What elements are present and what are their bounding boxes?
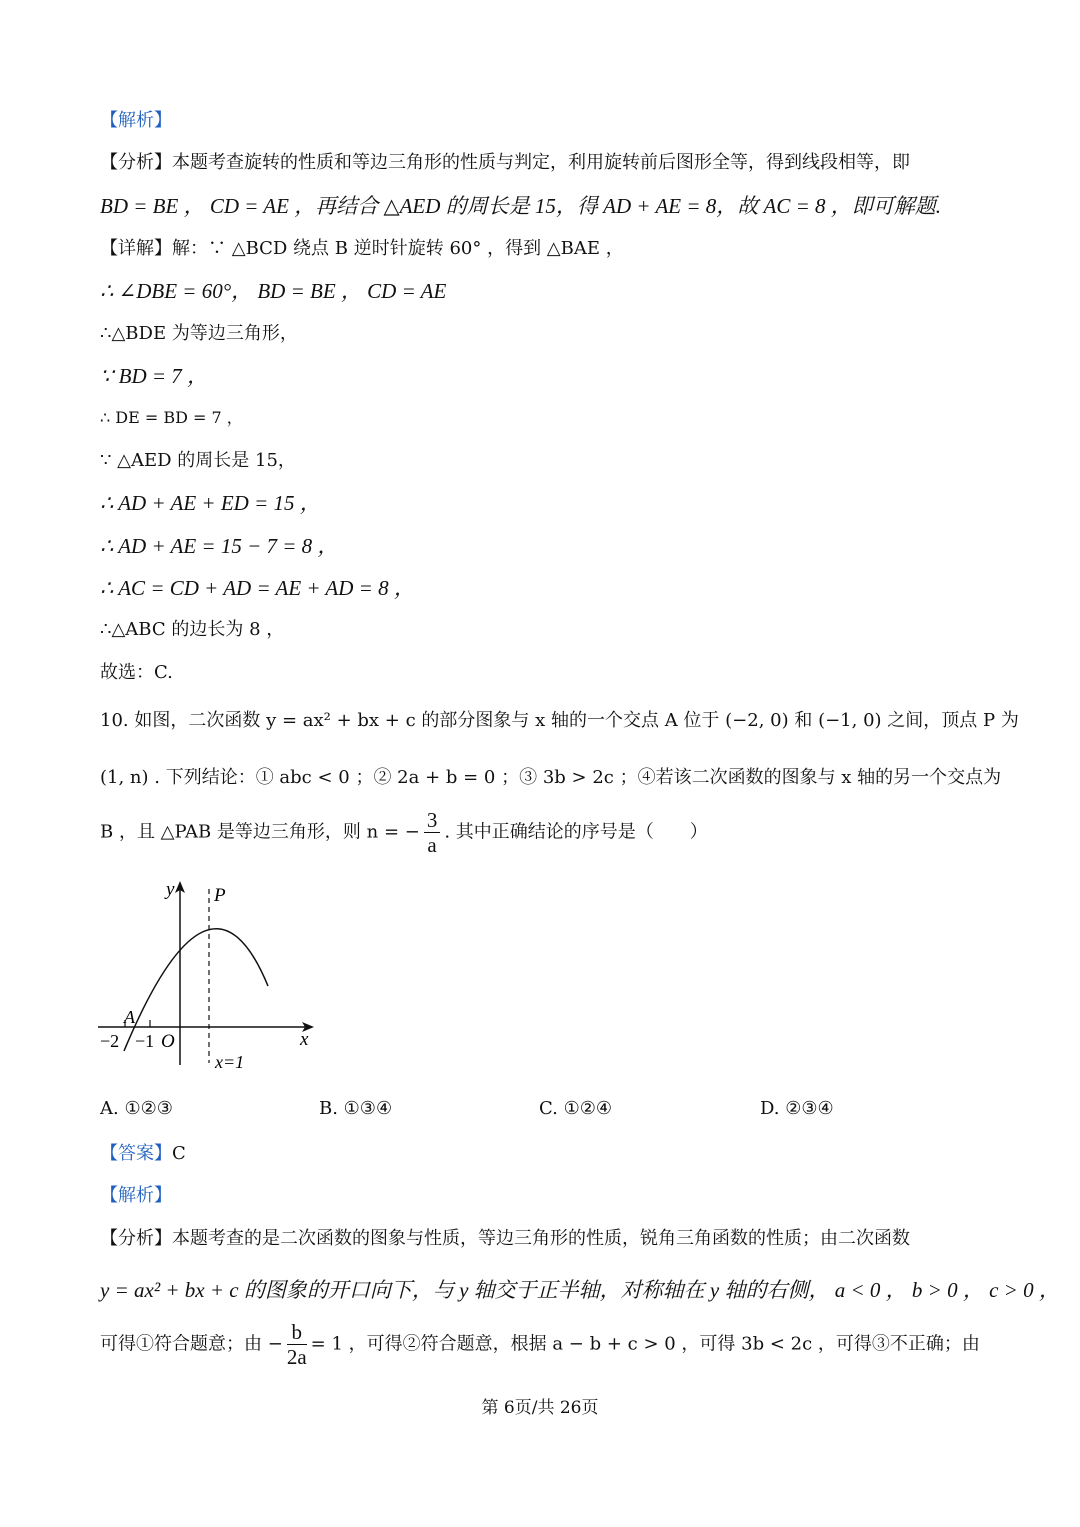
detail-line-6: ∵ △AED 的周长是 15， [100,450,296,471]
origin-label: O [161,1031,175,1052]
detail-line-8: ∴ AD + AE = 15 − 7 = 8 ， [100,534,339,558]
answer-analysis-line-1: 【分析】本题考查的是二次函数的图象与性质，等边三角形的性质，锐角三角函数的性质；由二次函数 [100,1228,910,1249]
fraction-b-over-2a: $\frac{b}{2a}$ [286,1320,307,1369]
detail-line-10: ∴△ABC 的边长为 8 ， [100,619,285,640]
y-axis-label: y [166,879,175,900]
option-b[interactable]: B. ①③④ [319,1098,393,1119]
question-10-line-1: 10. 如图，二次函数 y = ax² + bx + c 的部分图象与 x 轴的一个交点 A 位于 (−2, 0) 和 (−1, 0) 之间，顶点 P 为 [100,710,1019,731]
question-10-line-3: B ，且 △PAB 是等边三角形，则 n = − $\frac{3}{a}$ . 其中正确结论的序号是（ ） [100,808,708,857]
detail-line-3: ∴△BDE 为等边三角形， [100,323,298,344]
detail-line-5: ∴ DE = BD = 7 ， [100,408,243,427]
question-10-line-2: (1, n) . 下列结论：① abc < 0 ；② 2a + b = 0 ；③ 3b > 2c ；④若该二次函数的图象与 x 轴的另一个交点为 [100,767,1002,788]
option-a[interactable]: A. ①②③ [100,1098,173,1119]
vertex-label: P [214,885,226,906]
analysis-heading: 【解析】 [100,110,172,131]
detail-line-9: ∴ AC = CD + AD = AE + AD = 8 ， [100,576,415,600]
page-footer: 第 6页/共 26页 [481,1398,599,1418]
symmetry-axis-label: x=1 [215,1052,245,1072]
detail-line-1: 【详解】解：∵ △BCD 绕点 B 逆时针旋转 60° ，得到 △BAE ， [100,238,624,259]
parabola-graph [92,875,332,1080]
point-a-label: A [124,1007,135,1027]
tick-label-minus-2: −2 [100,1031,120,1051]
fraction-3-over-a: $\frac{3}{a}$ [424,808,441,857]
answer-analysis-line-2: y = ax² + bx + c 的图象的开口向下，与 y 轴交于正半轴，对称轴在 y 轴的右侧， a < 0 ， b > 0 ， c > 0 ， [100,1278,1060,1302]
analysis-line-2: BD = BE ， CD = AE ，再结合 △AED 的周长是 15，得 AD + AE = 8，故 AC = 8 ，即可解题. [100,194,942,218]
answer-analysis-line-3: 可得①符合题意；由 − $\frac{b}{2a}$ = 1 ，可得②符合题意，根据 a − b + c > 0 ，可得 3b < 2c ，可得③不正确；由 [100,1320,980,1369]
x-axis-label: x [300,1029,309,1050]
detail-line-2: ∴ ∠DBE = 60°， BD = BE ， CD = AE [100,279,447,303]
analysis-line-1: 【分析】本题考查旋转的性质和等边三角形的性质与判定，利用旋转前后图形全等，得到线段相等，即 [100,152,910,173]
detail-line-11: 故选：C. [100,662,173,683]
detail-line-7: ∴ AD + AE + ED = 15 ， [100,491,321,515]
answer-line: 【答案】C [100,1143,186,1164]
option-d[interactable]: D. ②③④ [760,1098,834,1119]
option-c[interactable]: C. ①②④ [539,1098,612,1119]
tick-label-minus-1: −1 [135,1031,155,1051]
detail-line-4: ∵ BD = 7 ， [100,364,209,388]
analysis-heading-2: 【解析】 [100,1185,172,1206]
